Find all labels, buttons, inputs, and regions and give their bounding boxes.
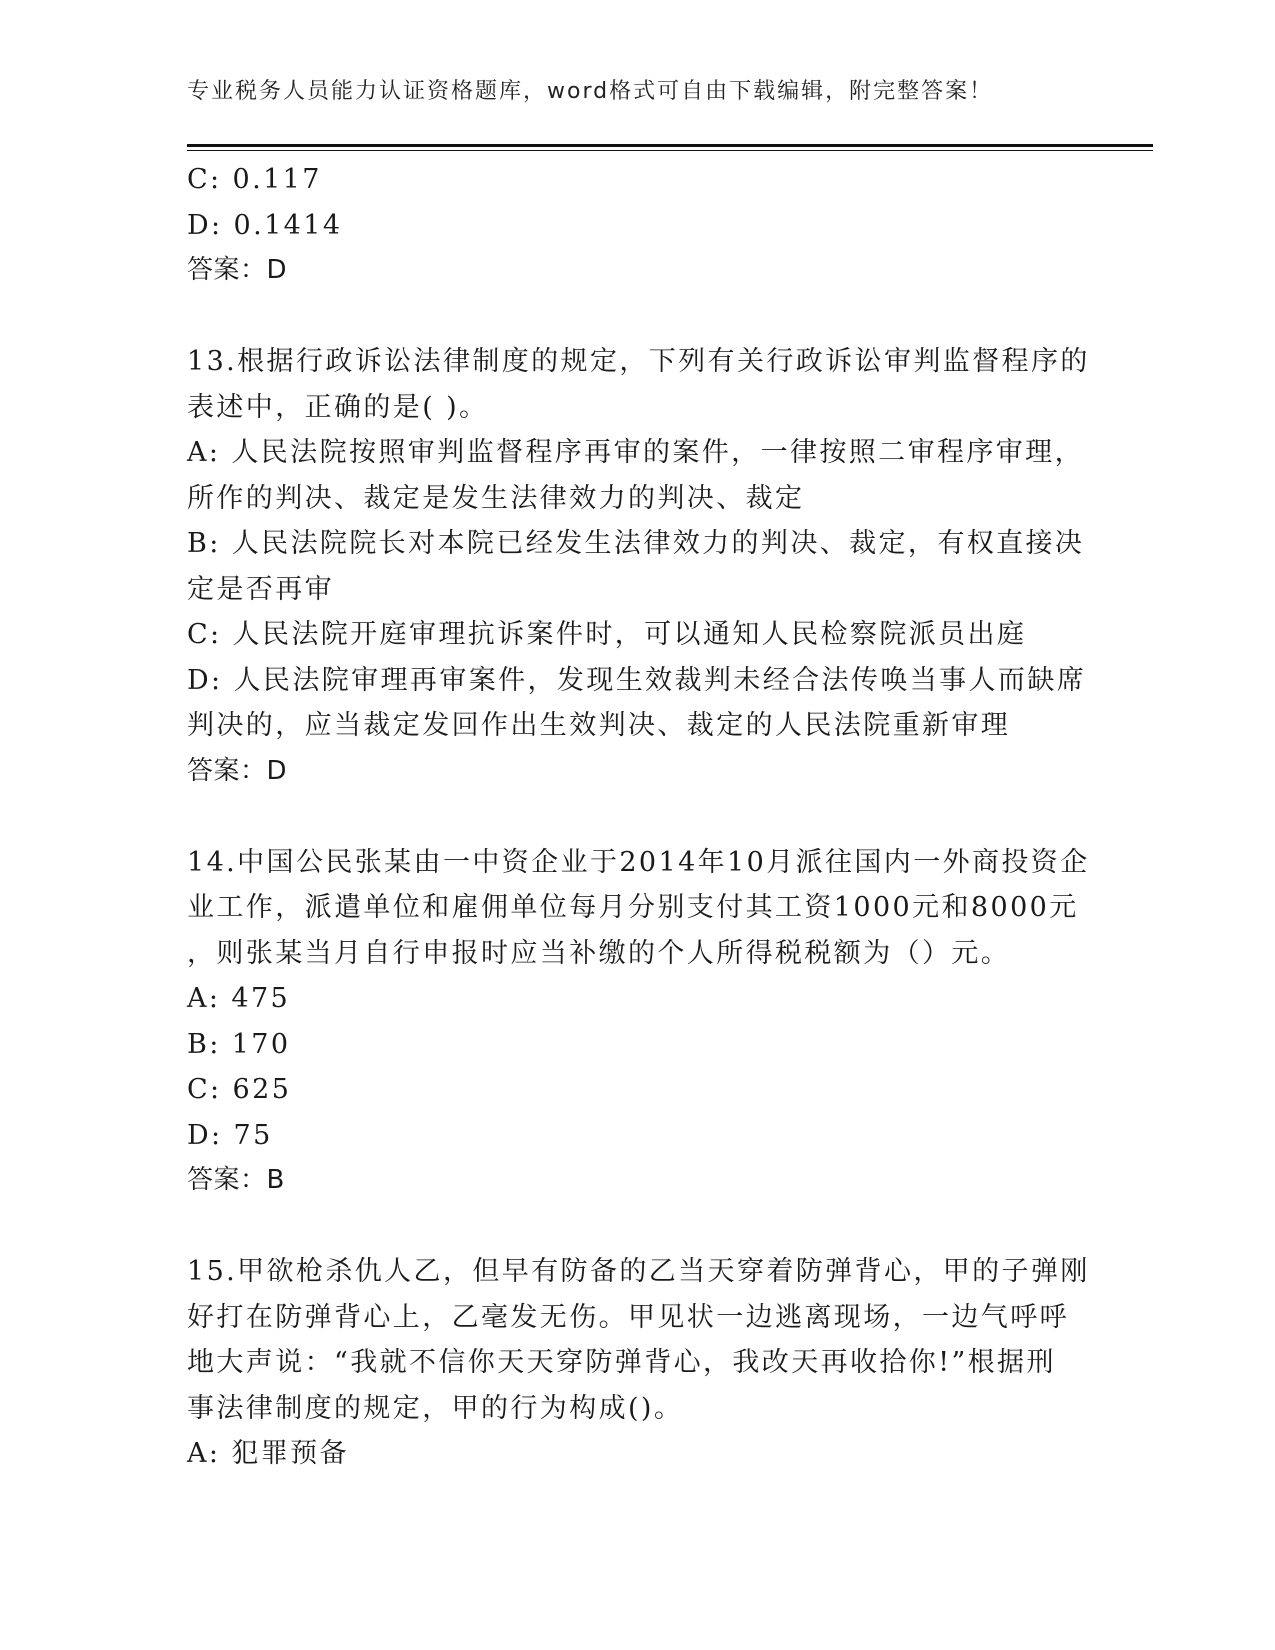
option-line: C: 625 bbox=[187, 1074, 292, 1105]
question-stem-line: 好打在防弹背心上，乙毫发无伤。甲见状一边逃离现场，一边气呼呼 bbox=[187, 1301, 1069, 1333]
option-line: 定是否再审 bbox=[187, 573, 334, 605]
answer-line: 答案：D bbox=[187, 255, 288, 285]
question-content bbox=[187, 157, 1090, 1477]
question-stem-line: 15.甲欲枪杀仇人乙，但早有防备的乙当天穿着防弹背心，甲的子弹刚 bbox=[187, 1256, 1090, 1287]
option-line: C: 人民法院开庭审理抗诉案件时，可以通知人民检察院派员出庭 bbox=[187, 619, 1027, 650]
option-line: D: 75 bbox=[187, 1119, 273, 1151]
question-stem-line: 地大声说：“我就不信你天天穿防弹背心，我改天再收拾你!”根据刑 bbox=[187, 1347, 1056, 1378]
option-line: A: 犯罪预备 bbox=[187, 1438, 349, 1469]
answer-line: 答案：D bbox=[187, 755, 288, 786]
question-stem-line: ，则张某当月自行申报时应当补缴的个人所得税税额为（）元。 bbox=[187, 937, 1011, 969]
option-line: 所作的判决、裁定是发生法律效力的判决、裁定 bbox=[187, 482, 805, 514]
spacer bbox=[187, 294, 1087, 340]
option-line: A: 人民法院按照审判监督程序再审的案件，一律按照二审程序审理， bbox=[187, 437, 1084, 468]
header-rule-thick bbox=[187, 144, 1153, 147]
question-stem-line: 13.根据行政诉讼法律制度的规定，下列有关行政诉讼审判监督程序的 bbox=[187, 346, 1090, 377]
question-15 bbox=[187, 1249, 1090, 1477]
question-stem-line: 业工作，派遣单位和雇佣单位每月分别支付其工资1000元和8000元 bbox=[187, 892, 1079, 923]
question-14 bbox=[187, 840, 1090, 1204]
option-line: C: 0.117 bbox=[187, 164, 322, 195]
answer-line: 答案：B bbox=[187, 1165, 285, 1195]
question-stem-line: 表述中，正确的是( )。 bbox=[187, 391, 489, 423]
option-line: D: 0.1414 bbox=[187, 209, 343, 241]
question-12-tail bbox=[187, 157, 1087, 294]
option-line: A: 475 bbox=[187, 983, 291, 1014]
spacer bbox=[187, 1204, 1087, 1250]
spacer bbox=[187, 794, 1087, 840]
option-line: 判决的，应当裁定发回作出生效判决、裁定的人民法院重新审理 bbox=[187, 710, 1011, 741]
option-line: D: 人民法院审理再审案件，发现生效裁判未经合法传唤当事人而缺席 bbox=[187, 664, 1087, 696]
header-rule-thin bbox=[187, 150, 1153, 151]
question-stem-line: 事法律制度的规定，甲的行为构成()。 bbox=[187, 1392, 684, 1424]
option-line: B: 170 bbox=[187, 1028, 291, 1060]
page-header: 专业税务人员能力认证资格题库，word格式可自由下载编辑，附完整答案！ bbox=[187, 79, 994, 104]
option-line: B: 人民法院院长对本院已经发生法律效力的判决、裁定，有权直接决 bbox=[187, 528, 1085, 559]
question-13 bbox=[187, 339, 1090, 794]
question-stem-line: 14.中国公民张某由一中资企业于2014年10月派往国内一外商投资企 bbox=[187, 846, 1090, 878]
